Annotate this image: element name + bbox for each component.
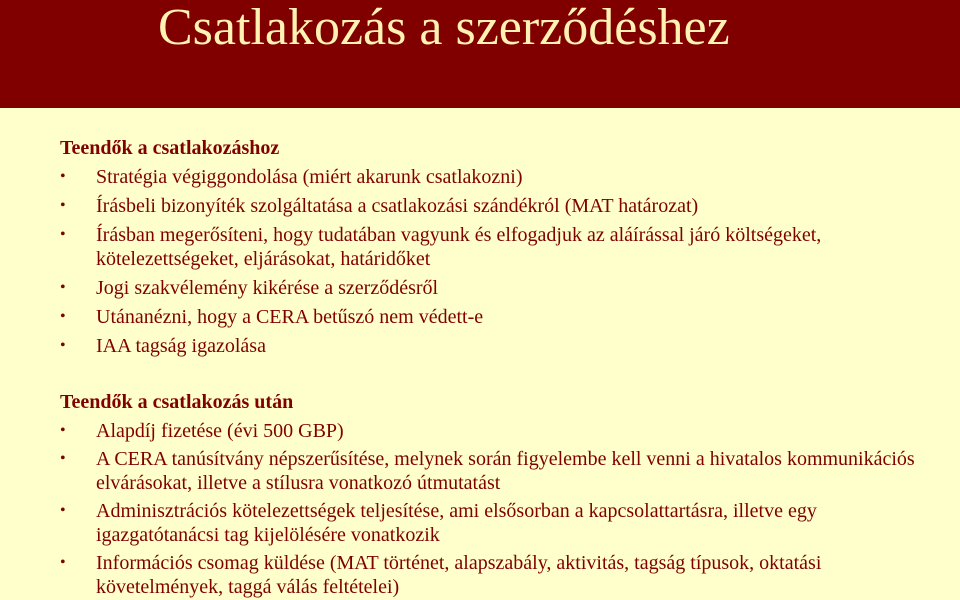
bullet-icon: • [60, 554, 66, 571]
list-item [60, 334, 940, 358]
list-item-text: Alapdíj fizetése (évi 500 GBP) [96, 420, 344, 442]
list-item [60, 276, 940, 300]
bullet-icon: • [60, 308, 66, 325]
list-item-text: Jogi szakvélemény kikérése a szerződésről [96, 277, 439, 299]
bullet-icon: • [60, 168, 66, 185]
bullet-icon: • [60, 422, 66, 439]
bullet-icon: • [60, 226, 66, 243]
list-item [60, 194, 940, 218]
list-item-text: A CERA tanúsítvány népszerűsítése, melynek során figyelembe kell venni a hivatalos kommunikációs elvárásokat, illetve a stílusra vonatkozó útmutatást [96, 448, 915, 494]
list-item [60, 223, 940, 271]
list-item [60, 551, 940, 599]
list-item [60, 305, 940, 329]
list-item [60, 447, 940, 495]
section-heading-before-joining: Teendők a csatlakozáshoz [60, 137, 280, 159]
bullet-icon: • [60, 337, 66, 354]
list-item-text: Írásbeli bizonyíték szolgáltatása a csatlakozási szándékról (MAT határozat) [96, 195, 699, 217]
bullet-icon: • [60, 197, 66, 214]
section-list-after-joining [60, 419, 940, 600]
list-item-text: Információs csomag küldése (MAT történet, alapszabály, aktivitás, tagság típusok, oktatási követelmények, taggá válás feltételei) [96, 552, 822, 598]
slide-title: Csatlakozás a szerződéshez [158, 0, 730, 56]
bullet-icon: • [60, 450, 66, 467]
list-item-text: IAA tagság igazolása [96, 335, 266, 357]
list-item [60, 419, 940, 443]
list-item-text: Írásban megerősíteni, hogy tudatában vagyunk és elfogadjuk az aláírással járó költségeket, kötelezettségeket, eljárásokat, határidőket [96, 224, 822, 270]
list-item [60, 165, 940, 189]
list-item-text: Utánanézni, hogy a CERA betűszó nem védett-e [96, 306, 484, 328]
list-item-text: Adminisztrációs kötelezettségek teljesítése, ami elsősorban a kapcsolattartásra, illetve egy igazgatótanácsi tag kijelölésére vonatkozik [96, 500, 817, 546]
section-list-before-joining [60, 165, 940, 363]
list-item [60, 499, 940, 547]
bullet-icon: • [60, 502, 66, 519]
section-heading-after-joining: Teendők a csatlakozás után [60, 391, 294, 413]
bullet-icon: • [60, 279, 66, 296]
title-bar [0, 0, 960, 108]
list-item-text: Stratégia végiggondolása (miért akarunk csatlakozni) [96, 166, 523, 188]
